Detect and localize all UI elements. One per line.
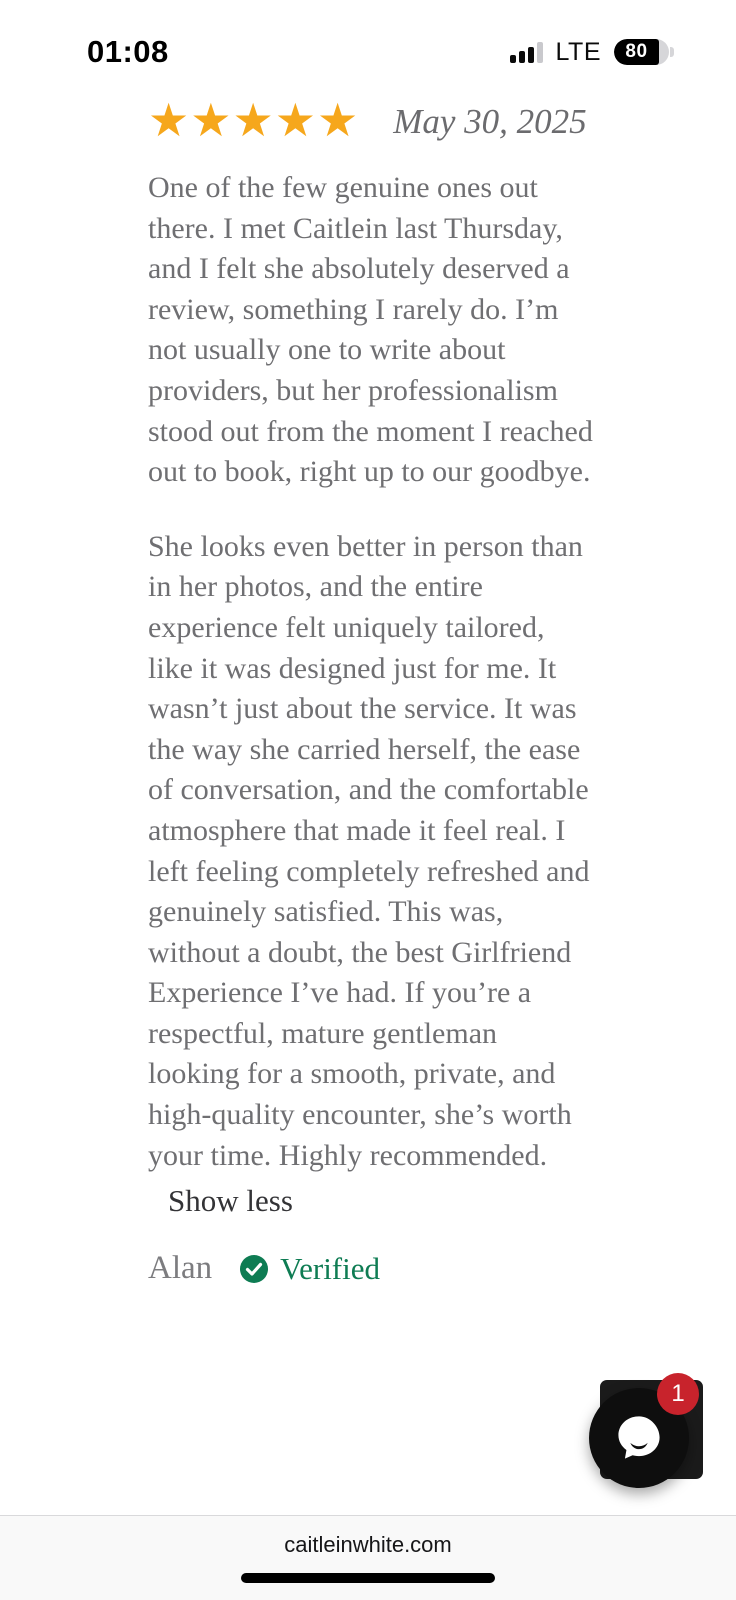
status-bar bbox=[0, 30, 736, 74]
battery-fill bbox=[614, 39, 659, 65]
verified-label: Verified bbox=[280, 1250, 380, 1286]
star-rating-icon: ★★★★★ bbox=[148, 93, 360, 147]
address-bar-url[interactable]: caitleinwhite.com bbox=[284, 1532, 452, 1557]
network-type-label: LTE bbox=[555, 37, 601, 66]
battery-percent-label: 80 bbox=[625, 41, 648, 62]
chat-widget-button[interactable] bbox=[600, 1380, 703, 1479]
battery-icon bbox=[614, 39, 674, 65]
review-card bbox=[148, 92, 596, 1287]
browser-bottom-bar bbox=[0, 1515, 736, 1600]
reviewer-row bbox=[148, 1250, 596, 1287]
battery-cap bbox=[670, 47, 674, 57]
status-icons bbox=[510, 38, 675, 67]
status-time: 01:08 bbox=[87, 34, 169, 69]
review-paragraph-2: She looks even better in person than in her photos, and the entire experience felt uniquely tailored, like it was designed just for me. It wasn’t just about the service. It was the way she carried herself, the ease of conversation, and the comfortable atmosphere that made it feel real. I left feeling completely refreshed and genuinely satisfied. This was, without a doubt, the best Girlfriend Experience I’ve had. If you’re a respectful, mature gentleman looking for a smooth, private, and high-quality encounter, she’s worth your time. Highly recommended. bbox=[148, 529, 590, 1172]
speech-bubble-icon bbox=[613, 1412, 665, 1464]
show-less-link[interactable]: Show less bbox=[168, 1183, 293, 1219]
battery-body bbox=[614, 39, 669, 65]
cellular-signal-icon bbox=[510, 41, 543, 63]
home-indicator[interactable] bbox=[241, 1573, 495, 1583]
verified-check-icon bbox=[240, 1255, 268, 1283]
review-header bbox=[148, 92, 596, 148]
verified-badge bbox=[240, 1251, 380, 1287]
reviewer-name: Alan bbox=[148, 1250, 213, 1287]
chat-notification-badge: 1 bbox=[657, 1373, 699, 1415]
review-paragraph-1: One of the few genuine ones out there. I met Caitlein last Thursday, and I felt she absolutely deserved a review, something I rarely do. I’m not usually one to write about providers, but her professionalism stood out from the moment I reached out to book, right up to our goodbye. bbox=[148, 171, 593, 489]
review-date: May 30, 2025 bbox=[393, 102, 587, 141]
